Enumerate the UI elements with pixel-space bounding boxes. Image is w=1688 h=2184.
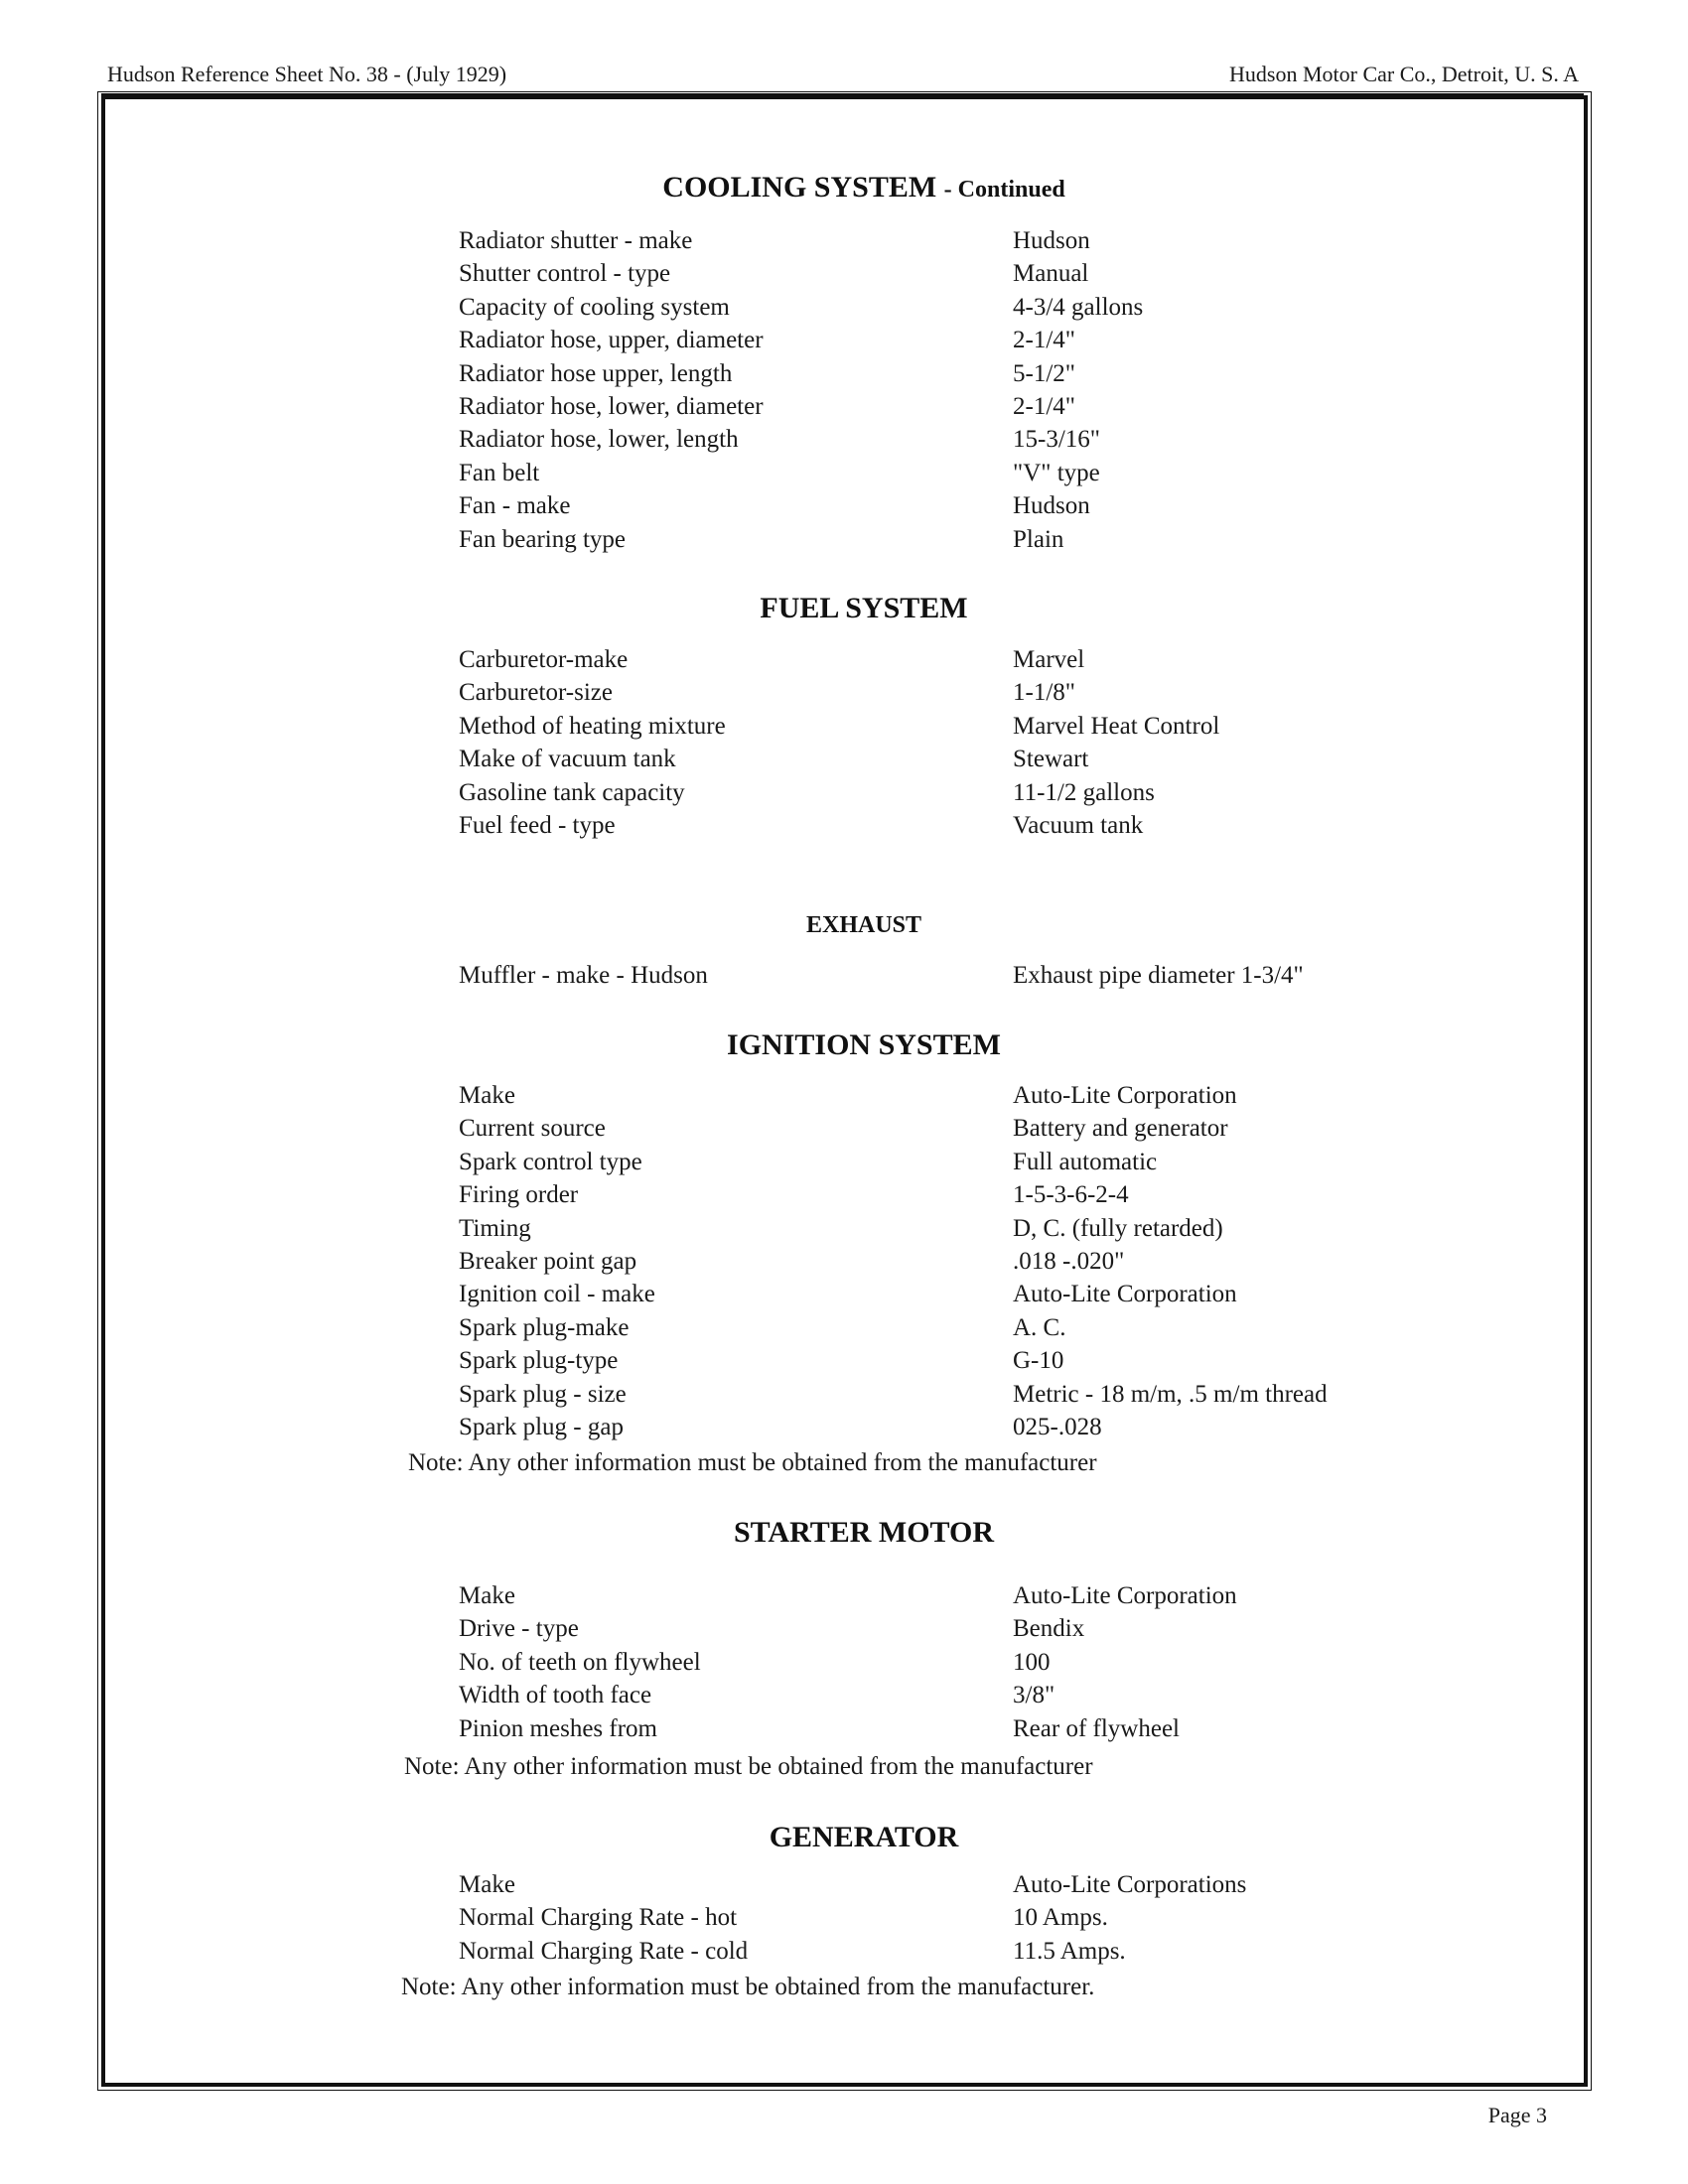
spec-value: Marvel Heat Control (1013, 712, 1220, 740)
spec-value: Auto-Lite Corporation (1013, 1281, 1237, 1308)
spec-row (0, 1278, 1688, 1310)
spec-label: Radiator hose, lower, length (459, 426, 739, 454)
spec-label: Radiator shutter - make (459, 227, 693, 254)
spec-row (0, 776, 1688, 809)
spec-value: Hudson (1013, 492, 1090, 520)
spec-label: Normal Charging Rate - hot (459, 1904, 738, 1932)
spec-value: Auto-Lite Corporations (1013, 1871, 1247, 1898)
cooling-system-title: COOLING SYSTEM (662, 171, 937, 204)
spec-value: Auto-Lite Corporation (1013, 1582, 1237, 1609)
spec-value: 15-3/16" (1013, 426, 1100, 454)
spec-row (0, 743, 1688, 775)
ignition-system-title: IGNITION SYSTEM (727, 1028, 1001, 1061)
spec-value: Metric - 18 m/m, .5 m/m thread (1013, 1380, 1328, 1408)
cooling-system-heading (0, 171, 1688, 206)
cooling-system-title-suffix: - Continued (943, 177, 1065, 203)
spec-value: Marvel (1013, 646, 1085, 673)
spec-value: D, C. (fully retarded) (1013, 1214, 1223, 1242)
spec-label: Fan belt (459, 459, 540, 486)
spec-label: Carburetor-make (459, 646, 629, 673)
spec-value: G-10 (1013, 1347, 1064, 1375)
spec-value: Exhaust pipe diameter 1-3/4" (1013, 962, 1304, 989)
spec-value: 4-3/4 gallons (1013, 293, 1144, 321)
spec-value: 100 (1013, 1648, 1051, 1676)
spec-label: Method of heating mixture (459, 712, 726, 740)
spec-value: 10 Amps. (1013, 1904, 1108, 1932)
spec-row (0, 1868, 1688, 1901)
spec-value: Full automatic (1013, 1148, 1158, 1175)
spec-value: 11-1/2 gallons (1013, 778, 1155, 806)
spec-row (0, 1311, 1688, 1344)
starter-motor-list (0, 1579, 1688, 1745)
spec-row (0, 1679, 1688, 1711)
spec-row (0, 1901, 1688, 1934)
spec-value: 3/8" (1013, 1682, 1055, 1709)
spec-label: Radiator hose upper, length (459, 359, 733, 387)
spec-row (0, 257, 1688, 290)
spec-label: Breaker point gap (459, 1247, 637, 1275)
exhaust-title: EXHAUST (805, 912, 922, 938)
spec-row (0, 224, 1688, 257)
spec-row (0, 1079, 1688, 1112)
spec-row (0, 1378, 1688, 1411)
spec-label: Spark plug - size (459, 1380, 627, 1408)
spec-label: Fan - make (459, 492, 571, 520)
generator-list (0, 1868, 1688, 1968)
spec-row (0, 1935, 1688, 1968)
spec-value: 1-5-3-6-2-4 (1013, 1181, 1129, 1209)
spec-label: Fuel feed - type (459, 811, 616, 839)
spec-row (0, 1245, 1688, 1278)
spec-row (0, 1112, 1688, 1145)
spec-value: Auto-Lite Corporation (1013, 1082, 1237, 1109)
spec-row (0, 643, 1688, 676)
spec-label: Make of vacuum tank (459, 746, 676, 773)
spec-value: 1-1/8" (1013, 679, 1075, 707)
spec-row (0, 1646, 1688, 1679)
spec-label: Drive - type (459, 1615, 579, 1643)
spec-row (0, 1712, 1688, 1745)
fuel-system-list (0, 643, 1688, 842)
spec-value: 11.5 Amps. (1013, 1937, 1126, 1965)
spec-label: Muffler - make - Hudson (459, 962, 708, 989)
spec-row (0, 676, 1688, 709)
spec-label: Radiator hose, lower, diameter (459, 392, 764, 420)
spec-value: Battery and generator (1013, 1115, 1228, 1143)
spec-label: Pinion meshes from (459, 1714, 657, 1742)
spec-label: Radiator hose, upper, diameter (459, 327, 764, 354)
spec-row (0, 489, 1688, 522)
spec-label: Make (459, 1582, 515, 1609)
spec-value: Bendix (1013, 1615, 1085, 1643)
spec-label: Carburetor-size (459, 679, 613, 707)
spec-value: Manual (1013, 260, 1089, 288)
spec-label: Firing order (459, 1181, 579, 1209)
generator-note: Note: Any other information must be obtained from the manufacturer. (401, 1974, 1095, 2000)
header-left-title: Hudson Reference Sheet No. 38 - (July 1929) (107, 62, 507, 86)
spec-row (0, 1612, 1688, 1645)
starter-motor-title: STARTER MOTOR (733, 1516, 995, 1549)
spec-row (0, 1579, 1688, 1612)
spec-label: Width of tooth face (459, 1682, 652, 1709)
spec-label: Spark plug-type (459, 1347, 619, 1375)
spec-value: Plain (1013, 525, 1064, 553)
spec-row (0, 959, 1688, 992)
spec-row (0, 710, 1688, 743)
spec-row (0, 324, 1688, 356)
spec-label: Make (459, 1082, 515, 1109)
spec-row (0, 457, 1688, 489)
ignition-note: Note: Any other information must be obtained from the manufacturer (408, 1449, 1097, 1476)
spec-row (0, 357, 1688, 390)
spec-row (0, 1178, 1688, 1211)
spec-row (0, 423, 1688, 456)
spec-label: Make (459, 1871, 515, 1898)
spec-label: Timing (459, 1214, 531, 1242)
spec-row (0, 390, 1688, 423)
spec-value: 2-1/4" (1013, 392, 1075, 420)
spec-row (0, 1212, 1688, 1245)
spec-value: 5-1/2" (1013, 359, 1075, 387)
spec-label: Ignition coil - make (459, 1281, 655, 1308)
spec-row (0, 291, 1688, 324)
spec-label: Gasoline tank capacity (459, 778, 685, 806)
spec-label: Shutter control - type (459, 260, 671, 288)
spec-value: A. C. (1013, 1313, 1066, 1341)
spec-row (0, 523, 1688, 556)
header-right-company: Hudson Motor Car Co., Detroit, U. S. A (1229, 62, 1579, 86)
spec-value: Hudson (1013, 227, 1090, 254)
page-number: Page 3 (1487, 2103, 1547, 2127)
spec-label: Normal Charging Rate - cold (459, 1937, 749, 1965)
generator-title: GENERATOR (769, 1821, 959, 1853)
spec-value: Rear of flywheel (1013, 1714, 1180, 1742)
exhaust-list (0, 959, 1688, 992)
spec-label: Spark plug-make (459, 1313, 630, 1341)
spec-label: Fan bearing type (459, 525, 627, 553)
spec-label: Spark control type (459, 1148, 642, 1175)
spec-value: .018 -.020" (1013, 1247, 1125, 1275)
spec-value: Stewart (1013, 746, 1089, 773)
spec-label: Current source (459, 1115, 606, 1143)
spec-value: 025-.028 (1013, 1413, 1102, 1440)
spec-value: 2-1/4" (1013, 327, 1075, 354)
spec-row (0, 809, 1688, 842)
spec-value: Vacuum tank (1013, 811, 1144, 839)
fuel-system-title: FUEL SYSTEM (760, 592, 968, 624)
spec-row (0, 1411, 1688, 1443)
ignition-system-list (0, 1079, 1688, 1443)
starter-note: Note: Any other information must be obtained from the manufacturer (404, 1753, 1093, 1780)
spec-label: Spark plug - gap (459, 1413, 624, 1440)
spec-row (0, 1344, 1688, 1377)
spec-label: No. of teeth on flywheel (459, 1648, 701, 1676)
spec-value: "V" type (1013, 459, 1100, 486)
cooling-system-list (0, 224, 1688, 556)
spec-row (0, 1146, 1688, 1178)
spec-label: Capacity of cooling system (459, 293, 730, 321)
